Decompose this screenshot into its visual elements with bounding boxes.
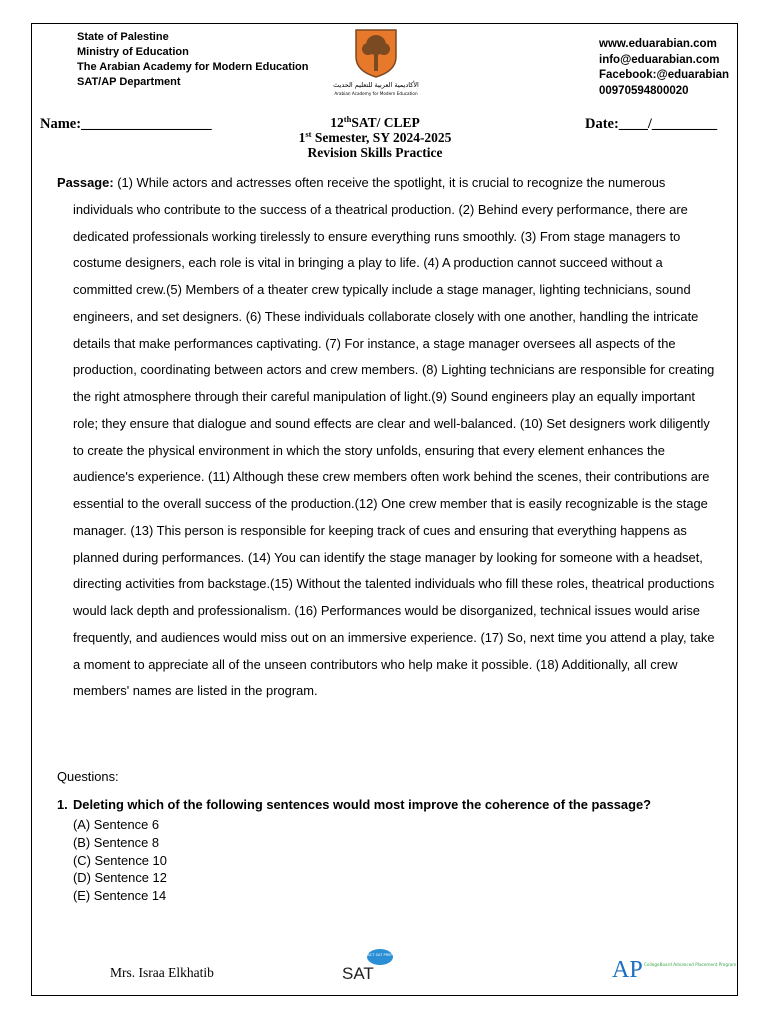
course-title: 12thSAT/ CLEP — [330, 114, 420, 130]
option-b[interactable]: (B) Sentence 8 — [73, 834, 159, 850]
teacher-name: Mrs. Israa Elkhatib — [110, 965, 214, 980]
reading-passage — [57, 170, 717, 705]
name-field — [40, 116, 212, 133]
sat-badge-text: ACT SAT PREP — [367, 953, 393, 957]
semester-line: 1st Semester, SY 2024-2025 — [298, 129, 452, 145]
institution-block — [77, 30, 308, 90]
website-link[interactable]: www.eduarabian.com — [599, 38, 717, 50]
option-d[interactable]: (D) Sentence 12 — [73, 870, 167, 886]
institution-line: Ministry of Education — [77, 46, 189, 58]
date-label: Date: — [585, 116, 619, 132]
sat-text: SAT — [342, 964, 374, 983]
question-number: 1. — [57, 797, 68, 812]
passage-text: (1) While actors and actresses often receive the spotlight, it is crucial to recognize the numerous individuals who contribute to the success of a theatrical production. (2) Behind every performance, there are dedicated professionals working tirelessly to ensure everything runs smoothly. (3) From stage managers to costume designers, each role is vital in bringing a play to life. (4) A production cannot succeed without a committed crew.(5) Members of a theater crew typically include a stage manager, lighting technicians, sound engineers, and set designers. (6) These individuals collaborate closely with one another, handling the intricate details that make performances captivating. (7) For instance, a stage manager oversees all aspects of the production, coordinating between actors and crew members. (8) Lighting technicians are responsible for creating the right atmosphere through their careful manipulation of light.(9) Sound engineers play an equally important role; they ensure that dialogue and sound effects are clear and well-balanced. (10) Set designers work diligently to create the physical environment in which the story unfolds, ensuring that every element enhances the audience's experience. (11) Although these crew members often work behind the scenes, their contributions are essential to the overall success of the production.(12) One crew member that is easily recognizable is the stage manager. (13) This person is responsible for keeping track of cues and ensuring that everything happens as planned during performances. (14) You can identify the stage manager by looking for someone with a headset, directing activities from backstage.(15) Without the talented individuals who fill these roles, theatrical productions would lack depth and professionalism. (16) Performances would be disorganized, technical issues would arise frequently, and audiences would miss out on an immersive experience. (17) So, next time you attend a play, take a moment to appreciate all of the unseen contributors who help make it possible. (18) Additionally, all crew members' names are listed in the program. — [73, 175, 715, 699]
phone-number: 00970594800020 — [599, 84, 689, 97]
logo-caption-ar: الأكاديمية العربية للتعليم الحديث — [333, 81, 419, 89]
institution-line: State of Palestine — [77, 31, 169, 43]
ap-caption: CollegeBoard Advanced Placement Program — [644, 962, 737, 967]
name-blank: __________________ — [81, 116, 212, 132]
worksheet-subtitle: Revision Skills Practice — [307, 145, 443, 160]
option-e[interactable]: (E) Sentence 14 — [73, 888, 167, 904]
passage-label: Passage: — [57, 175, 114, 190]
email-link[interactable]: info@eduarabian.com — [599, 53, 720, 66]
answer-options — [73, 816, 167, 905]
ap-logo — [612, 955, 737, 983]
logo-caption-en: Arabian Academy for Modern Education — [334, 91, 418, 96]
option-c[interactable]: (C) Sentence 10 — [73, 852, 167, 868]
sat-logo — [340, 948, 400, 984]
name-label: Name: — [40, 116, 82, 132]
academy-logo — [326, 27, 426, 99]
contact-block — [599, 37, 729, 99]
institution-line: The Arabian Academy for Modern Education — [77, 61, 309, 73]
question-prompt — [57, 797, 717, 812]
facebook-link[interactable]: Facebook:@eduarabian — [599, 69, 730, 81]
question-text: Deleting which of the following sentences would most improve the coherence of the passage? — [73, 797, 652, 812]
worksheet-title — [255, 115, 495, 160]
institution-line: SAT/AP Department — [77, 76, 181, 88]
ap-text: AP — [612, 957, 643, 983]
option-a[interactable]: (A) Sentence 6 — [73, 817, 159, 832]
questions-heading: Questions: — [57, 769, 119, 784]
date-field — [585, 116, 717, 133]
date-blank: ____/_________ — [618, 116, 718, 132]
